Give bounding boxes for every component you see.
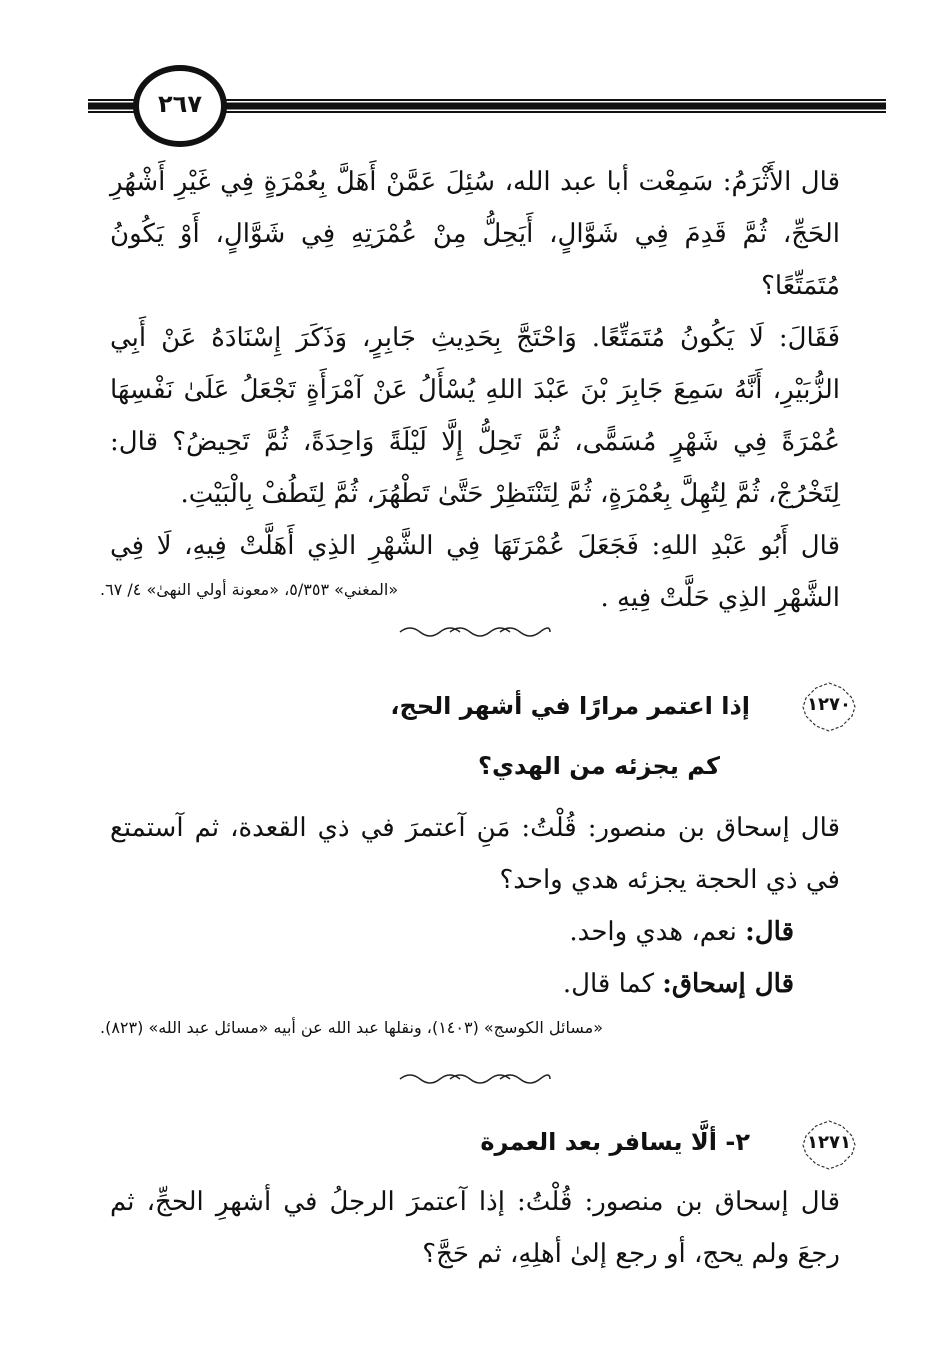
entry-number-1271: ١٢٧١ — [807, 1132, 851, 1153]
answer-label: قال: — [745, 917, 794, 947]
answer-text: نعم، هدي واحد. — [569, 917, 737, 947]
ornament-divider — [0, 625, 950, 642]
page-header — [88, 62, 886, 162]
paragraph-abu-abdullah: قال أَبُو عَبْدِ اللهِ: فَجَعَلَ عُمْرَتَهَا فِي الشَّهْرِ الذِي أَهَلَّتْ فِيهِ، لَا فِي الشَّهْرِ الذِي حَلَّتْ فِيهِ . — [110, 531, 840, 613]
entry-1270-question: قال إسحاق بن منصور: قُلْتُ: مَنِ آعتمرَ في ذي القعدة، ثم آستمتع في ذي الحجة يجزئه هدي واحد؟ — [110, 813, 840, 895]
paragraph-athram: قال الأَثْرَمُ: سَمِعْت أبا عبد الله، سُئِلَ عَمَّنْ أَهَلَّ بِعُمْرَةٍ فِي غَيْرِ أَشْهُرِ الحَجِّ، ثُمَّ قَدِمَ فِي شَوَّالٍ، أَيَحِلُّ مِنْ عُمْرَتِهِ فِي شَوَّالٍ، أَوْ يَكُونُ مُتَمَتِّعًا؟ — [110, 167, 840, 301]
entry-1270-ishaq — [110, 958, 840, 1010]
entry-1271-heading: ٢- ألَّا يسافر بعد العمرة — [480, 1128, 750, 1156]
footnote-2: «مسائل الكوسج» (١٤٠٣)، ونقلها عبد الله عن أبيه «مسائل عبد الله» (٨٢٣). — [100, 1018, 603, 1037]
page-number: ٢٦٧ — [158, 90, 202, 118]
footnote-1: «المغني» ٥/٣٥٣، «معونة أولي النهىٰ» ٤/ ٦٧. — [100, 580, 399, 599]
entry-1270-answer — [110, 906, 840, 958]
ishaq-text: كما قال. — [562, 969, 654, 999]
entry-number-1270: ١٢٧٠ — [807, 694, 851, 715]
entry-1270-heading-line1: إذا اعتمر مرارًا في أشهر الحج، — [390, 692, 750, 720]
paragraph-jabir: فَقَالَ: لَا يَكُونُ مُتَمَتِّعًا. وَاحْتَجَّ بِحَدِيثِ جَابِرٍ، وَذَكَرَ إِسْنَادَهُ عَنْ أَبِي الزُّبَيْرِ، أَنَّهُ سَمِعَ جَابِرَ بْنَ عَبْدَ اللهِ يُسْأَلُ عَنْ آمْرَأَةٍ تَجْعَلُ عَلَىٰ نَفْسِهَا عُمْرَةً فِي شَهْرٍ مُسَمًّى، ثُمَّ تَحِلُّ إِلَّا لَيْلَةً وَاحِدَةً، ثُمَّ تَحِيضُ؟ قال: لِتَخْرُجْ، ثُمَّ لِتُهِلَّ بِعُمْرَةٍ، ثُمَّ لِتَنْتَظِرْ حَتَّىٰ تَطْهُرَ، ثُمَّ لِتَطُفْ بِالْبَيْتِ. — [110, 323, 840, 509]
entry-number-badge-1270 — [800, 680, 858, 734]
ornament-divider — [0, 1072, 950, 1089]
ishaq-label: قال إسحاق: — [662, 969, 794, 999]
entry-1271-body — [110, 1176, 840, 1280]
entry-1270-heading-line2: كم يجزئه من الهدي؟ — [478, 752, 720, 780]
entry-1270-body — [110, 802, 840, 1010]
entry-1271-question: قال إسحاق بن منصور: قُلْتُ: إذا آعتمرَ الرجلُ في أشهرِ الحجِّ، ثم رجعَ ولم يحج، أو رجع إلىٰ أهلِهِ، ثم حَجَّ؟ — [110, 1187, 841, 1269]
entry-number-badge-1271 — [800, 1118, 858, 1172]
section-1-body — [110, 156, 840, 624]
